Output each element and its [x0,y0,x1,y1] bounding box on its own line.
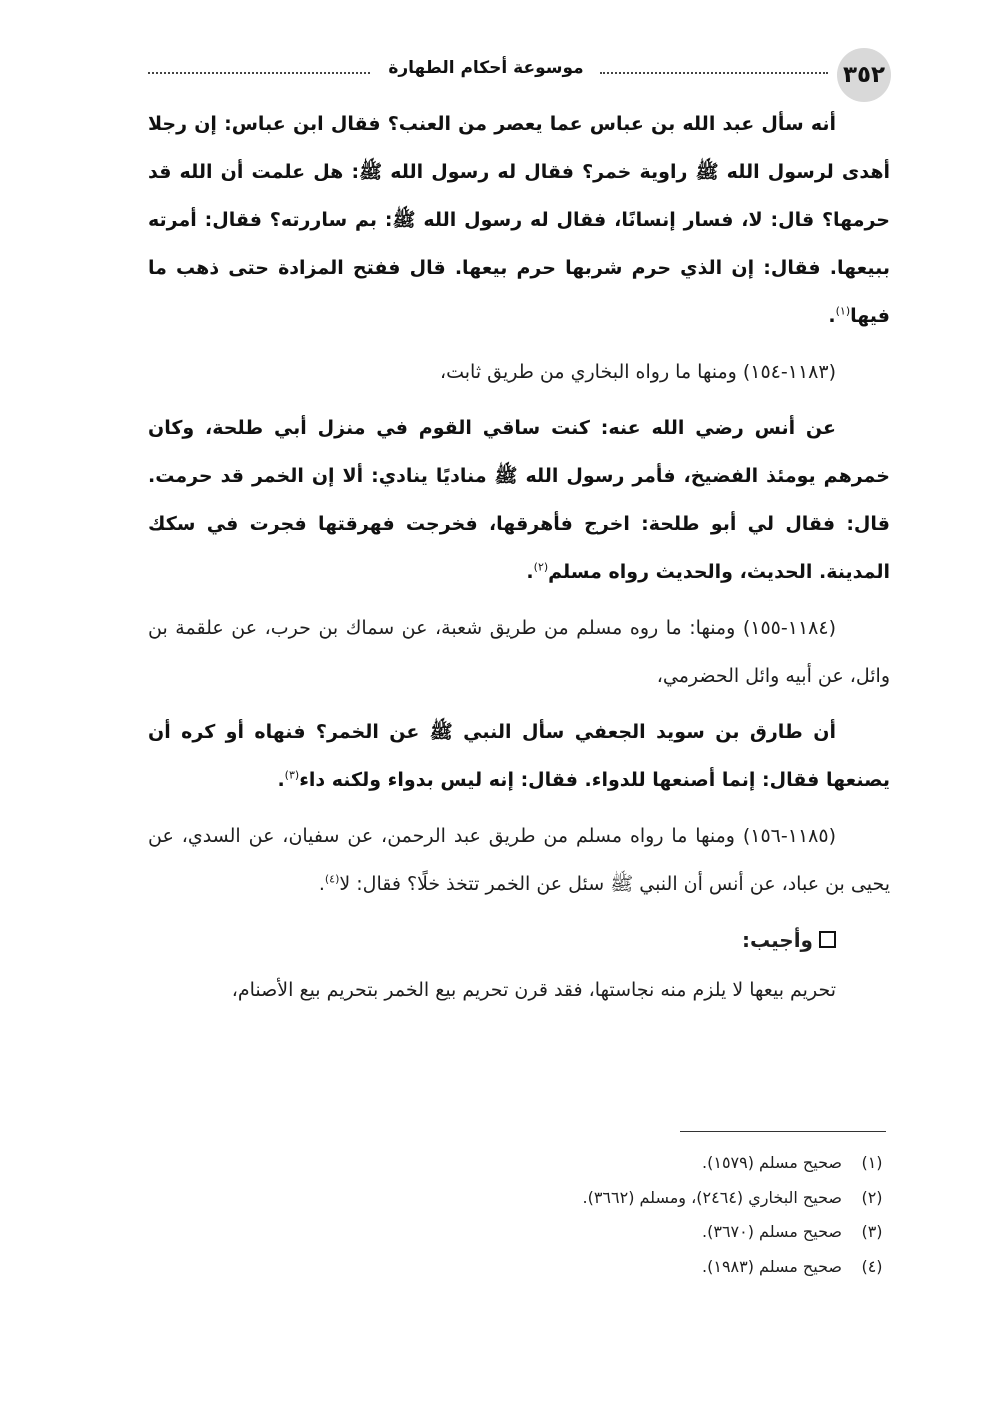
footnote-ref-1: (١) [835,304,851,318]
paragraph-closing: تحريم بيعها لا يلزم منه نجاستها، فقد قرن تحريم بيع الخمر بتحريم بيع الأصنام، [231,979,836,1001]
footnote-3: (٣) صحيح مسلم (٣٦٧٠). [702,1222,883,1241]
header-dotted-rule-left [148,72,370,74]
footnote-separator [680,1131,886,1132]
section-heading: وأجيب: [148,920,890,960]
footnote-ref-2: (٢) [533,560,549,574]
footnote-ref-3: (٣) [284,768,300,782]
paragraph-hadith-tariq: أن طارق بن سويد الجعفي سأل النبي ﷺ عن الخمر؟ فنهاه أو كره أن يصنعها فقال: إنما أصنعها للدواء. فقال: إنه ليس بدواء ولكنه داء$^{(٣)}$. [148,721,890,791]
paragraph-narration-1183: (١١٨٣-١٥٤) ومنها ما رواه البخاري من طريق ثابت، [439,361,836,383]
footnote-1: (١) صحيح مسلم (١٥٧٩). [702,1153,883,1172]
paragraph-narration-1185: (١١٨٥-١٥٦) ومنها ما رواه مسلم من طريق عبد الرحمن، عن سفيان، عن السدي، عن يحيى بن عباد، عن أنس أن النبي ﷺ سئل عن الخمر تتخذ خلًا؟ فقال: لا$^{(٤)}$. [148,825,890,895]
paragraph-narration-1184: (١١٨٤-١٥٥) ومنها: ما روه مسلم من طريق شعبة، عن سماك بن حرب، عن علقمة بن وائل، عن أبيه وائل الحضرمي، [148,617,890,687]
page-number: ٣٥٢ [837,48,891,102]
footnote-ref-4: (٤) [324,872,340,886]
footnote-2: (٢) صحيح البخاري (٢٤٦٤)، ومسلم (٣٦٦٢). [582,1187,883,1207]
paragraph-hadith-ibn-abbas: أنه سأل عبد الله بن عباس عما يعصر من العنب؟ فقال ابن عباس: إن رجلا أهدى لرسول الله ﷺ راوية خمر؟ فقال له رسول الله ﷺ: هل علمت أن الله قد حرمها؟ قال: لا، فسار إنسانًا، فقال له رسول الله ﷺ: بم ساررته؟ فقال: أمرته ببيعها. فقال: إن الذي حرم شربها حرم بيعها. قال ففتح المزادة حتى ذهب ما فيها$^{(١)}$. [148,113,890,327]
running-title: موسوعة أحكام الطهارة [388,58,584,78]
main-text [148,100,890,1014]
footnotes-list [148,1146,890,1284]
paragraph-hadith-anas: عن أنس رضي الله عنه: كنت ساقي القوم في منزل أبي طلحة، وكان خمرهم يومئذ الفضيخ، فأمر رسول الله ﷺ مناديًا ينادي: ألا إن الخمر قد حرمت. قال: فقال لي أبو طلحة: اخرج فأهرقها، فخرجت فهرقتها فجرت في سكك المدينة. الحديث، والحديث رواه مسلم$^{(٢)}$. [148,417,890,583]
footnote-4: (٤) صحيح مسلم (١٩٨٣). [702,1256,883,1276]
square-bullet-icon [819,931,836,948]
header-dotted-rule-right [600,72,828,74]
